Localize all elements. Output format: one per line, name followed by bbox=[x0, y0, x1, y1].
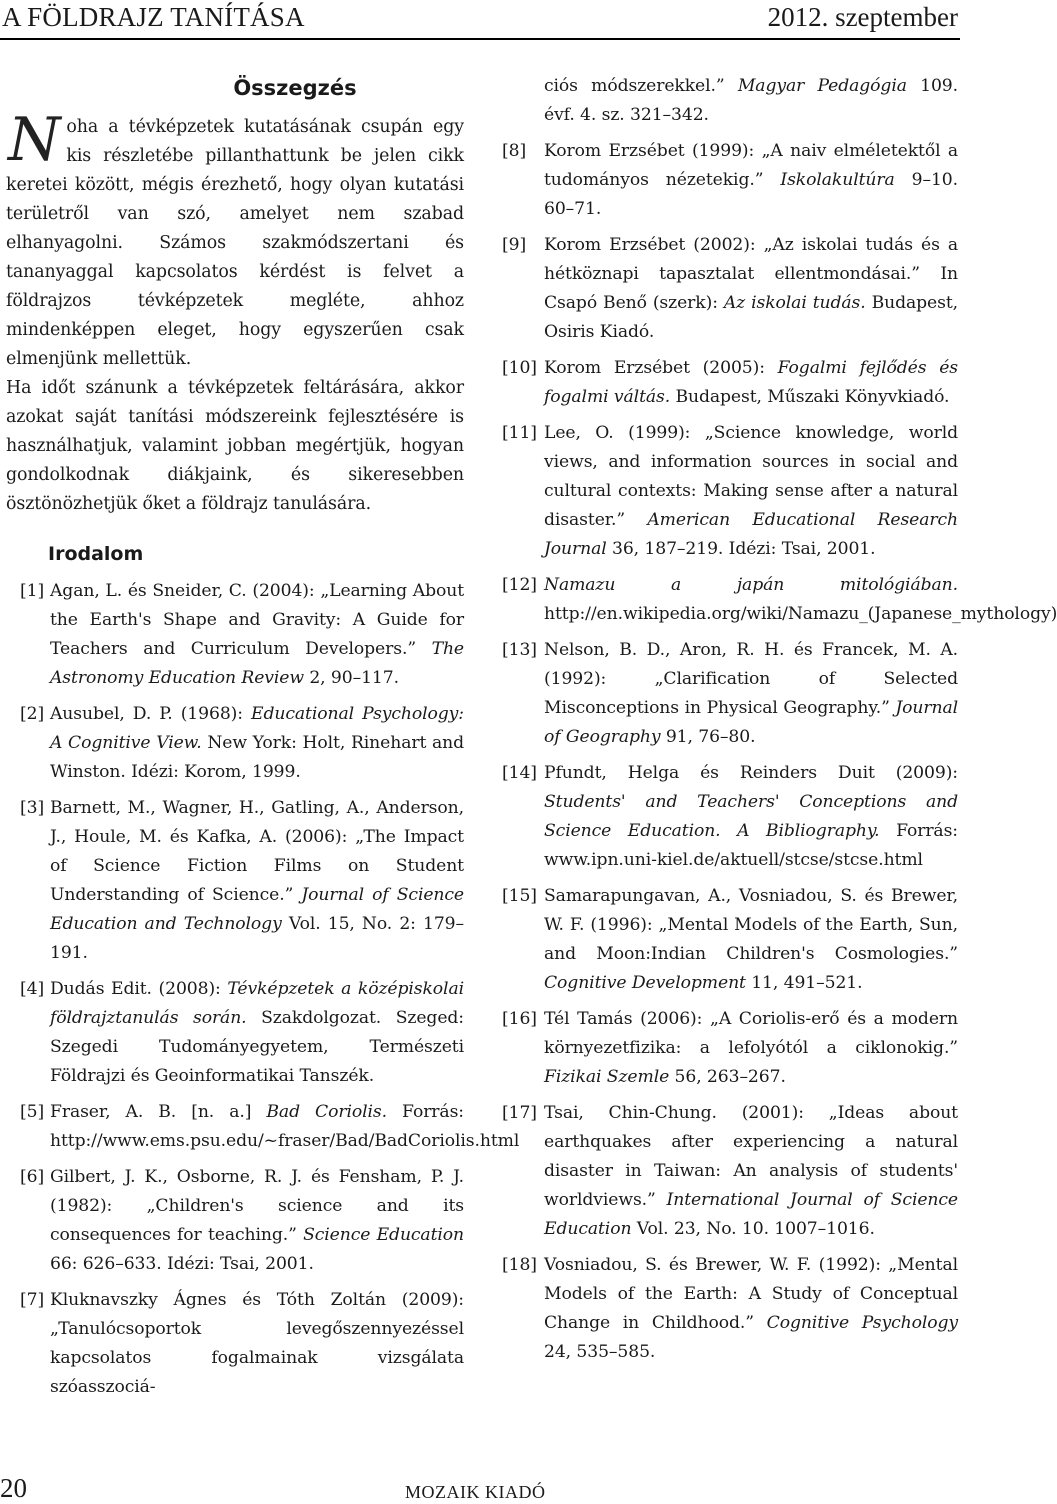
ref-number: [11] bbox=[502, 423, 537, 443]
reference-item bbox=[502, 137, 958, 224]
publisher-name: MOZAIK KIADÓ bbox=[405, 1482, 546, 1502]
ref-italic: Namazu a japán mitológiában. bbox=[544, 575, 958, 595]
ref-italic: The Astronomy Education Review bbox=[50, 639, 464, 688]
reference-item bbox=[502, 419, 958, 564]
ref-text: Gilbert, J. K., Osborne, R. J. és Fensham, P. J. (1982): „Children's science and its consequences for teaching.” bbox=[50, 1167, 464, 1245]
ref-italic: Cognitive Development bbox=[544, 973, 746, 993]
ref-number: [18] bbox=[502, 1255, 537, 1275]
ref-italic: Cognitive Psychology bbox=[766, 1313, 958, 1333]
ref-number: [10] bbox=[502, 358, 537, 378]
journal-title: A FÖLDRAJZ TANÍTÁSA bbox=[2, 2, 305, 32]
ref-text-tail: 56, 263–267. bbox=[669, 1067, 786, 1087]
ref-text: Ausubel, D. P. (1968): bbox=[50, 704, 252, 724]
ref-italic: Fogalmi fejlődés és fogalmi váltás. bbox=[544, 358, 959, 407]
references-heading: Irodalom bbox=[48, 543, 144, 565]
ref-text: Barnett, M., Wagner, H., Gatling, A., Anderson, J., Houle, M. és Kafka, A. (2006): „The Impact of Science Fiction Films on Student Understanding of Science.” bbox=[50, 798, 464, 905]
ref-text-tail: 24, 535–585. bbox=[544, 1342, 656, 1362]
reference-item bbox=[502, 1005, 958, 1092]
reference-item bbox=[502, 231, 958, 347]
ref-text-tail: Budapest, Műszaki Könyvkiadó. bbox=[670, 387, 950, 407]
ref-italic: Journal of Science Education and Technology bbox=[50, 885, 464, 934]
reference-item bbox=[502, 1099, 958, 1244]
ref-text-tail: Vol. 15, No. 2: 179–191. bbox=[50, 914, 464, 963]
ref-italic: Fizikai Szemle bbox=[544, 1067, 670, 1087]
summary-heading: Összegzés bbox=[233, 76, 357, 100]
ref-text-tail: 36, 187–219. Idézi: Tsai, 2001. bbox=[606, 539, 876, 559]
ref-italic: International Journal of Science Education bbox=[544, 1190, 958, 1239]
ref-italic: Magyar Pedagógia bbox=[737, 76, 907, 96]
ref-text: Samarapungavan, A., Vosniadou, S. és Brewer, W. F. (1996): „Mental Models of the Earth, Sun, and Moon:Indian Children's Cosmologies.” bbox=[544, 886, 958, 964]
summary-paragraph-1-text: oha a tévképzetek kutatásának csupán egy kis részletébe pillanthattunk be jelen cikk keretei között, mégis érezhető, hogy olyan kutatási területről van szó, amelyet nem szabad elhanyagolni. Számos szakmódszertani és tananyaggal kapcsolatos kérdést is felvet a földrajzos tévképzetek megléte, ahhoz mindenképpen eleget, hogy egyszerűen csak elmenjünk mellettük. bbox=[6, 117, 464, 369]
reference-continuation bbox=[502, 72, 958, 130]
reference-item bbox=[6, 975, 464, 1091]
ref-text-tail: Vol. 23, No. 10. 1007–1016. bbox=[631, 1219, 875, 1239]
ref-text-tail: Szakdolgozat. Szeged: Szegedi Tudományegyetem, Természeti Földrajzi és Geoinformatikai Tanszék. bbox=[50, 1008, 464, 1086]
right-column bbox=[502, 72, 1057, 1374]
ref-text: Korom Erzsébet (2002): „Az iskolai tudás és a hétköznapi tapasztalat ellentmondásai.” In Csapó Benő (szerk): bbox=[544, 235, 958, 313]
ref-number: [6] bbox=[20, 1167, 45, 1187]
ref-text: Kluknavszky Ágnes és Tóth Zoltán (2009): „Tanulócsoportok levegőszennyezéssel kapcsolatos fogalmainak vizsgálata szóasszociá- bbox=[50, 1290, 464, 1397]
ref-text-tail: 109. évf. 4. sz. 321–342. bbox=[544, 76, 958, 125]
ref-text: Korom Erzsébet (2005): bbox=[544, 358, 778, 378]
ref-italic: Tévképzetek a középiskolai földrajztanulás során. bbox=[50, 979, 464, 1028]
ref-text-tail: Forrás: http://www.ems.psu.edu/~fraser/Bad/BadCoriolis.html bbox=[50, 1102, 520, 1151]
ref-text-tail: http://en.wikipedia.org/wiki/Namazu_(Japanese_mythology) bbox=[544, 604, 1057, 624]
ref-text: Lee, O. (1999): „Science knowledge, world views, and information sources in social and cultural contexts: Making sense after a natural disaster.” bbox=[544, 423, 958, 530]
ref-italic: Science Education bbox=[303, 1225, 465, 1245]
ref-text-tail: 2, 90–117. bbox=[303, 668, 399, 688]
summary-paragraph-1 bbox=[6, 105, 464, 374]
ref-italic: Educational Psychology: A Cognitive View. bbox=[50, 704, 464, 753]
ref-number: [2] bbox=[20, 704, 45, 724]
ref-number: [13] bbox=[502, 640, 537, 660]
reference-item bbox=[502, 354, 958, 412]
ref-text: Fraser, A. B. [n. a.] bbox=[50, 1102, 267, 1122]
ref-number: [5] bbox=[20, 1102, 45, 1122]
ref-italic: Az iskolai tudás. bbox=[723, 293, 866, 313]
ref-number: [17] bbox=[502, 1103, 537, 1123]
ref-text: Vosniadou, S. és Brewer, W. F. (1992): „Mental Models of the Earth: A Study of Conceptual Change in Childhood.” bbox=[544, 1255, 958, 1333]
ref-number: [16] bbox=[502, 1009, 537, 1029]
ref-text: Tsai, Chin-Chung. (2001): „Ideas about earthquakes after experiencing a natural disaster in Taiwan: An analysis of students' worldviews.” bbox=[544, 1103, 958, 1210]
ref-number: [15] bbox=[502, 886, 537, 906]
page-number: 20 bbox=[0, 1473, 27, 1503]
ref-number: [8] bbox=[502, 141, 527, 161]
reference-item bbox=[6, 1286, 464, 1402]
reference-item bbox=[502, 882, 958, 998]
reference-item bbox=[6, 1163, 464, 1279]
ref-text: Korom Erzsébet (1999): „A naiv elméletektől a tudományos nézetekig.” bbox=[544, 141, 958, 190]
ref-text-tail: 9–10. 60–71. bbox=[544, 170, 958, 219]
ref-text-tail: Budapest, Osiris Kiadó. bbox=[544, 293, 958, 342]
reference-item bbox=[502, 571, 1057, 629]
ref-text: Agan, L. és Sneider, C. (2004): „Learning About the Earth's Shape and Gravity: A Guide for Teachers and Curriculum Developers.” bbox=[50, 581, 464, 659]
ref-text: Dudás Edit. (2008): bbox=[50, 979, 228, 999]
drop-cap: N bbox=[8, 105, 61, 175]
issue-date: 2012. szeptember bbox=[767, 2, 958, 32]
ref-italic: Iskolakultúra bbox=[780, 170, 895, 190]
reference-item bbox=[502, 759, 958, 875]
reference-item bbox=[6, 700, 464, 787]
reference-item bbox=[502, 1251, 958, 1367]
ref-number: [14] bbox=[502, 763, 537, 783]
ref-text-tail: 91, 76–80. bbox=[660, 727, 756, 747]
ref-number: [9] bbox=[502, 235, 527, 255]
ref-text-tail: Forrás: www.ipn.uni-kiel.de/aktuell/stcse/stcse.html bbox=[544, 821, 958, 870]
ref-text-tail: New York: Holt, Rinehart and Winston. Idézi: Korom, 1999. bbox=[50, 733, 465, 782]
ref-italic: Bad Coriolis. bbox=[266, 1102, 387, 1122]
running-header bbox=[0, 0, 960, 40]
ref-text: Tél Tamás (2006): „A Coriolis-erő és a modern környezetfizika: a lefolyótól a ciklonokig.” bbox=[544, 1009, 958, 1058]
ref-text-tail: 66: 626–633. Idézi: Tsai, 2001. bbox=[50, 1254, 314, 1274]
ref-number: [7] bbox=[20, 1290, 45, 1310]
reference-item bbox=[6, 794, 464, 968]
ref-italic: American Educational Research Journal bbox=[544, 510, 958, 559]
ref-text: ciós módszerekkel.” bbox=[544, 76, 738, 96]
ref-number: [3] bbox=[20, 798, 45, 818]
ref-text-tail: 11, 491–521. bbox=[745, 973, 863, 993]
ref-text: Pfundt, Helga és Reinders Duit (2009): bbox=[544, 763, 958, 783]
ref-text: Nelson, B. D., Aron, R. H. és Francek, M. A. (1992): „Clarification of Selected Misconceptions in Physical Geography.” bbox=[544, 640, 958, 718]
reference-item bbox=[6, 577, 464, 693]
reference-list-right bbox=[502, 137, 1057, 1367]
ref-italic: Journal of Geography bbox=[544, 698, 958, 747]
ref-number: [12] bbox=[502, 575, 537, 595]
summary-paragraph-2: Ha időt szánunk a tévképzetek feltárására, akkor azokat saját tanítási módszereink fejlesztésére is használhatjuk, valamint jobban megértjük, hogyan gondolkodnak diákjaink, és sikeresebben ösztönözhetjük őket a földrajz tanulására. bbox=[6, 378, 464, 514]
reference-item bbox=[502, 636, 958, 752]
ref-italic: Students' and Teachers' Conceptions and Science Education. A Bibliography. bbox=[544, 792, 958, 841]
ref-number: [4] bbox=[20, 979, 45, 999]
ref-number: [1] bbox=[20, 581, 45, 601]
